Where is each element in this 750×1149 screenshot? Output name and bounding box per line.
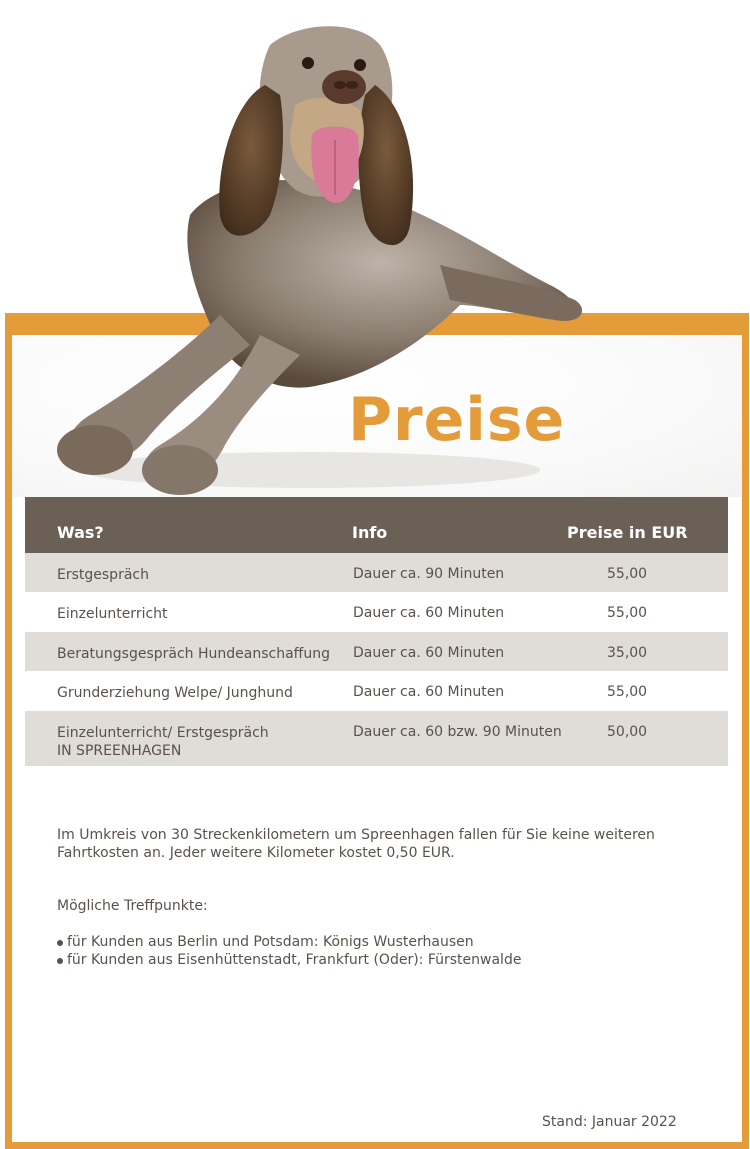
- cell-preis: 55,00: [607, 566, 648, 582]
- cell-info: Dauer ca. 60 Minuten: [353, 645, 505, 661]
- price-table: [25, 497, 728, 766]
- list-item: [57, 951, 521, 969]
- header-preise: Preise in EUR: [567, 523, 688, 542]
- cell-preis: 55,00: [607, 684, 648, 700]
- list-item-text: für Kunden aus Berlin und Potsdam: Königs Wusterhausen: [67, 934, 474, 950]
- frame-bottom: [5, 1142, 749, 1149]
- bullet-icon: [57, 940, 63, 946]
- cell-was: Beratungsgespräch Hundeanschaffung: [57, 646, 330, 662]
- cell-was-line2: IN SPREENHAGEN: [57, 743, 182, 759]
- treffpunkte-heading: Mögliche Treffpunkte:: [57, 898, 208, 914]
- cell-info: Dauer ca. 60 Minuten: [353, 605, 505, 621]
- list-item-text: für Kunden aus Eisenhüttenstadt, Frankfurt (Oder): Fürstenwalde: [67, 952, 522, 968]
- table-row: [25, 592, 728, 632]
- cell-preis: 50,00: [607, 724, 648, 740]
- cell-was: [57, 724, 347, 760]
- page-title: Preise: [348, 385, 566, 455]
- header-info: Info: [352, 523, 388, 542]
- cell-info: Dauer ca. 60 bzw. 90 Minuten: [353, 724, 562, 740]
- cell-was: Einzelunterricht: [57, 606, 168, 622]
- table-row: [25, 632, 728, 671]
- cell-was-line1: Einzelunterricht/ Erstgespräch: [57, 725, 269, 741]
- treffpunkte-list: [57, 933, 521, 969]
- table-header: [25, 497, 728, 553]
- header-was: Was?: [57, 523, 104, 542]
- cell-info: Dauer ca. 90 Minuten: [353, 566, 505, 582]
- cell-was: Erstgespräch: [57, 567, 149, 583]
- cell-was: Grunderziehung Welpe/ Junghund: [57, 685, 293, 701]
- stand-date: Stand: Januar 2022: [542, 1114, 677, 1130]
- cell-preis: 35,00: [607, 645, 648, 661]
- cell-info: Dauer ca. 60 Minuten: [353, 684, 505, 700]
- table-row: [25, 553, 728, 592]
- frame-right: [742, 313, 749, 1149]
- list-item: [57, 933, 521, 951]
- frame-left: [5, 313, 12, 1149]
- table-row: [25, 671, 728, 711]
- travel-cost-paragraph: Im Umkreis von 30 Streckenkilometern um Spreenhagen fallen für Sie keine weiteren Fahrtkosten an. Jeder weitere Kilometer kostet 0,50 EUR.: [57, 827, 655, 861]
- table-row: [25, 711, 728, 766]
- cell-preis: 55,00: [607, 605, 648, 621]
- bullet-icon: [57, 958, 63, 964]
